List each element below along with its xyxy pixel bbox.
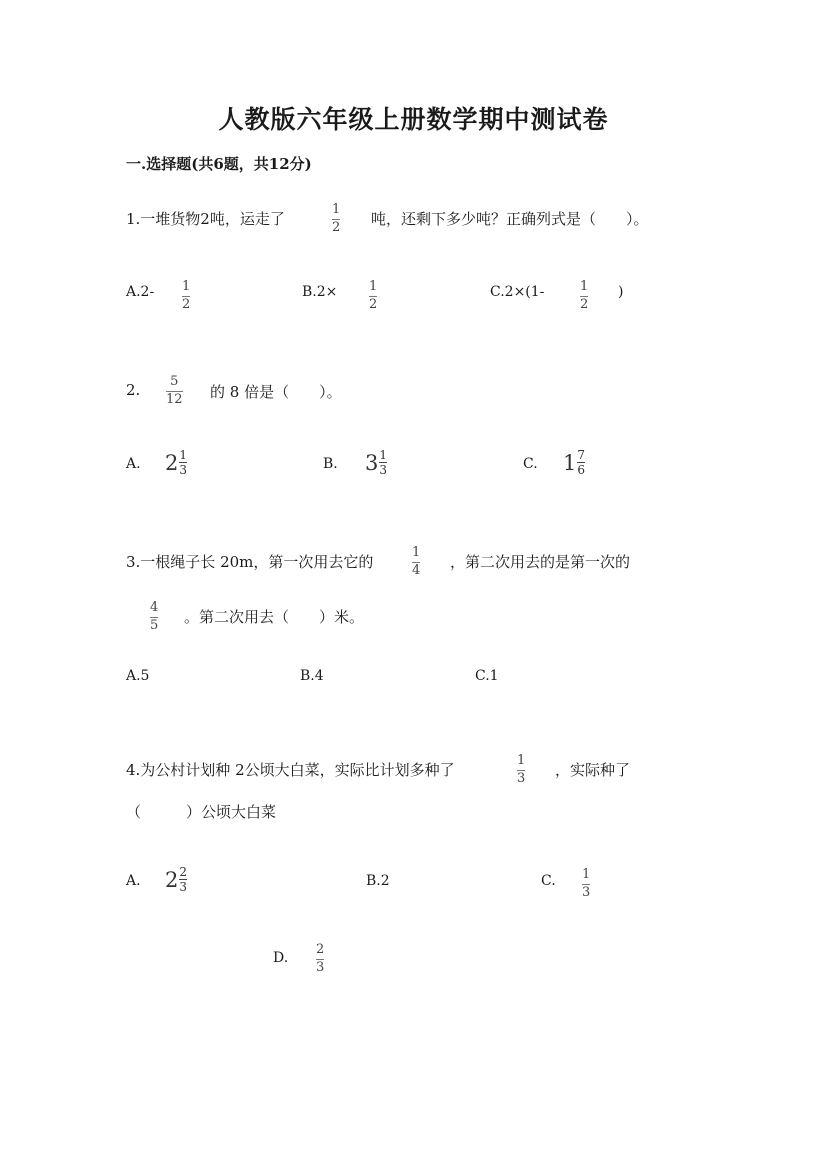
- mixed-fraction: [179, 866, 187, 893]
- q2-option-b-label: B.: [323, 456, 338, 472]
- q4-text-middle: ，实际种了: [555, 761, 631, 779]
- fraction-denominator: 5: [150, 618, 159, 633]
- q2-option-c-mixed-number: [563, 449, 585, 476]
- mixed-whole: 2: [165, 867, 179, 892]
- q2-fraction: [166, 375, 183, 407]
- fraction-denominator: 2: [369, 297, 378, 312]
- section-heading: 一.选择题(共6题，共12分): [126, 155, 312, 173]
- mixed-whole: 1: [563, 450, 577, 475]
- q3-text-middle: ，第二次用去的是第一次的: [450, 553, 631, 571]
- fraction-numerator: 1: [369, 279, 378, 294]
- fraction-numerator: 2: [179, 865, 188, 879]
- q4-option-a-label: A.: [126, 873, 141, 889]
- q2-option-b-mixed-number: [365, 449, 387, 476]
- q3-text-after: 。第二次用去（ ）米。: [184, 608, 365, 626]
- q4-option-d-label: D.: [273, 950, 289, 966]
- q3-text-before: 3.一根绳子长 20m，第一次用去它的: [126, 553, 374, 571]
- q1-text-before: 1.一堆货物2吨，运走了: [126, 210, 285, 228]
- q3-option-b: B.4: [300, 668, 324, 684]
- q2-option-a-mixed-number: [165, 449, 187, 476]
- q1-option-b-fraction: [369, 280, 377, 312]
- q4-option-a-mixed-number: [165, 866, 187, 893]
- q1-option-c-fraction: [580, 280, 588, 312]
- fraction-denominator: 2: [182, 297, 191, 312]
- q1-fraction-denominator: 2: [332, 220, 341, 235]
- q3-option-a: A.5: [126, 668, 150, 684]
- fraction-numerator: 1: [517, 753, 526, 768]
- q3-fraction-2: [150, 601, 158, 633]
- q2-option-a-label: A.: [126, 456, 141, 472]
- q3-option-c: C.1: [475, 668, 499, 684]
- q2-text-after: 的 8 倍是（ ）。: [210, 383, 342, 401]
- fraction-numerator: 4: [150, 600, 159, 615]
- fraction-numerator: 1: [182, 279, 191, 294]
- mixed-fraction: [179, 449, 187, 476]
- fraction-denominator: 2: [580, 297, 589, 312]
- q1-option-c-close: ): [618, 284, 624, 300]
- fraction-denominator: 3: [316, 960, 325, 975]
- mixed-whole: 3: [365, 450, 379, 475]
- q4-option-d-fraction: [316, 943, 324, 975]
- q1-option-a-label: A.2-: [126, 284, 155, 300]
- q4-fraction: [517, 754, 525, 786]
- mixed-fraction: [379, 449, 387, 476]
- q2-fraction-denominator: 12: [166, 392, 183, 407]
- fraction-denominator: 3: [179, 880, 188, 894]
- fraction-denominator: 6: [577, 463, 586, 477]
- q1-fraction: [332, 203, 340, 235]
- q1-option-c-label: C.2×(1-: [490, 284, 545, 300]
- q1-option-b-label: B.2×: [302, 284, 338, 300]
- fraction-denominator: 4: [412, 563, 421, 578]
- q2-number: 2.: [126, 381, 141, 399]
- q4-option-c-fraction: [582, 868, 590, 900]
- q1-option-a-fraction: [182, 280, 190, 312]
- fraction-numerator: 1: [379, 448, 388, 462]
- fraction-denominator: 3: [582, 885, 591, 900]
- q4-text-after: （ ）公顷大白菜: [126, 803, 277, 821]
- q1-text-after: 吨，还剩下多少吨？正确列式是（ ）。: [371, 210, 649, 228]
- fraction-numerator: 1: [412, 545, 421, 560]
- fraction-numerator: 7: [577, 448, 586, 462]
- fraction-numerator: 1: [580, 279, 589, 294]
- fraction-numerator: 1: [582, 867, 591, 882]
- fraction-denominator: 3: [179, 463, 188, 477]
- q2-fraction-numerator: 5: [170, 374, 179, 389]
- page-title: 人教版六年级上册数学期中测试卷: [218, 105, 609, 134]
- q4-option-c-label: C.: [541, 873, 556, 889]
- fraction-denominator: 3: [517, 771, 526, 786]
- q4-option-b: B.2: [366, 873, 390, 889]
- q4-text-before: 4.为公村计划种 2公顷大白菜，实际比计划多种了: [126, 761, 455, 779]
- fraction-denominator: 3: [379, 463, 388, 477]
- q1-fraction-numerator: 1: [332, 202, 341, 217]
- mixed-fraction: [577, 449, 585, 476]
- mixed-whole: 2: [165, 450, 179, 475]
- q2-option-c-label: C.: [523, 456, 538, 472]
- fraction-numerator: 1: [179, 448, 188, 462]
- fraction-numerator: 2: [316, 942, 325, 957]
- q3-fraction-1: [412, 546, 420, 578]
